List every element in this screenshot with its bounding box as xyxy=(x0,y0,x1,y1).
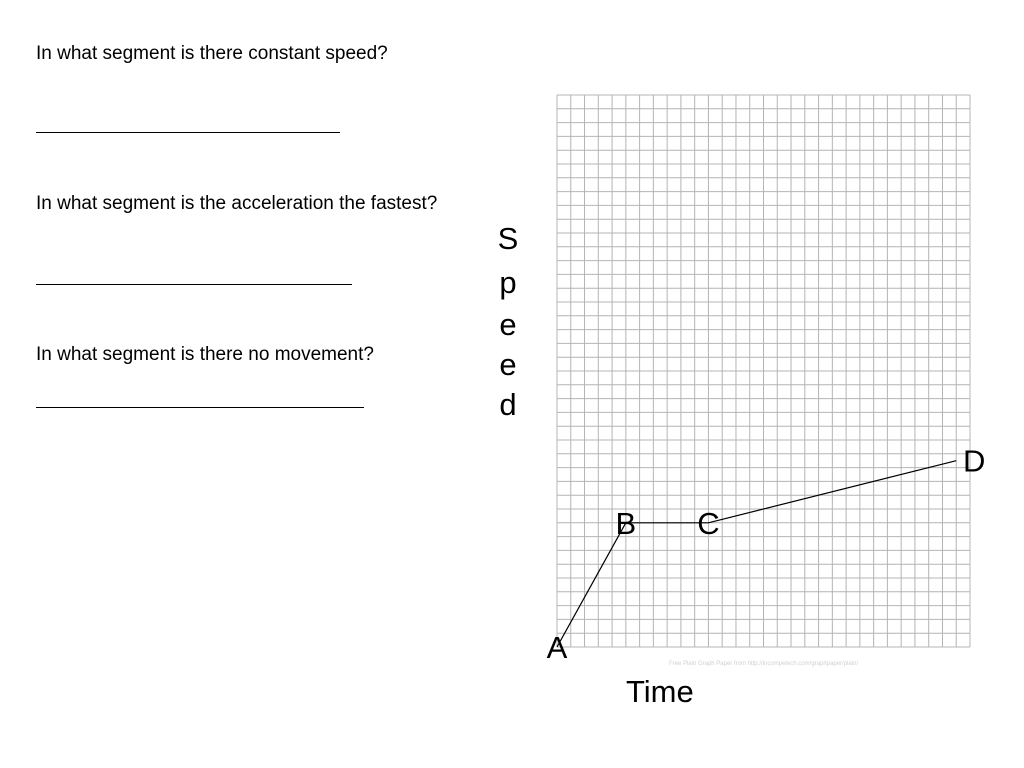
y-axis-label-letter: d xyxy=(499,387,517,422)
question-constant-speed: In what segment is there constant speed? xyxy=(36,43,388,64)
point-label-a: A xyxy=(546,630,568,665)
y-axis-label-letter: e xyxy=(499,307,517,342)
question-fastest-acceleration: In what segment is the acceleration the fastest? xyxy=(36,193,438,214)
y-axis-label-letter: S xyxy=(497,221,519,256)
x-axis-label: Time xyxy=(626,674,694,709)
point-label-c: C xyxy=(697,505,720,541)
y-axis-label-letter: p xyxy=(499,265,517,300)
graph-paper-credit: Free Plain Graph Paper from http://incompetech.com/graphpaper/plain/ xyxy=(668,661,859,667)
point-label-b: B xyxy=(615,505,637,541)
point-label-d: D xyxy=(963,443,986,479)
y-axis-label-letter: e xyxy=(499,347,517,382)
segment-AB xyxy=(557,523,626,647)
question-no-movement: In what segment is there no movement? xyxy=(36,344,374,365)
